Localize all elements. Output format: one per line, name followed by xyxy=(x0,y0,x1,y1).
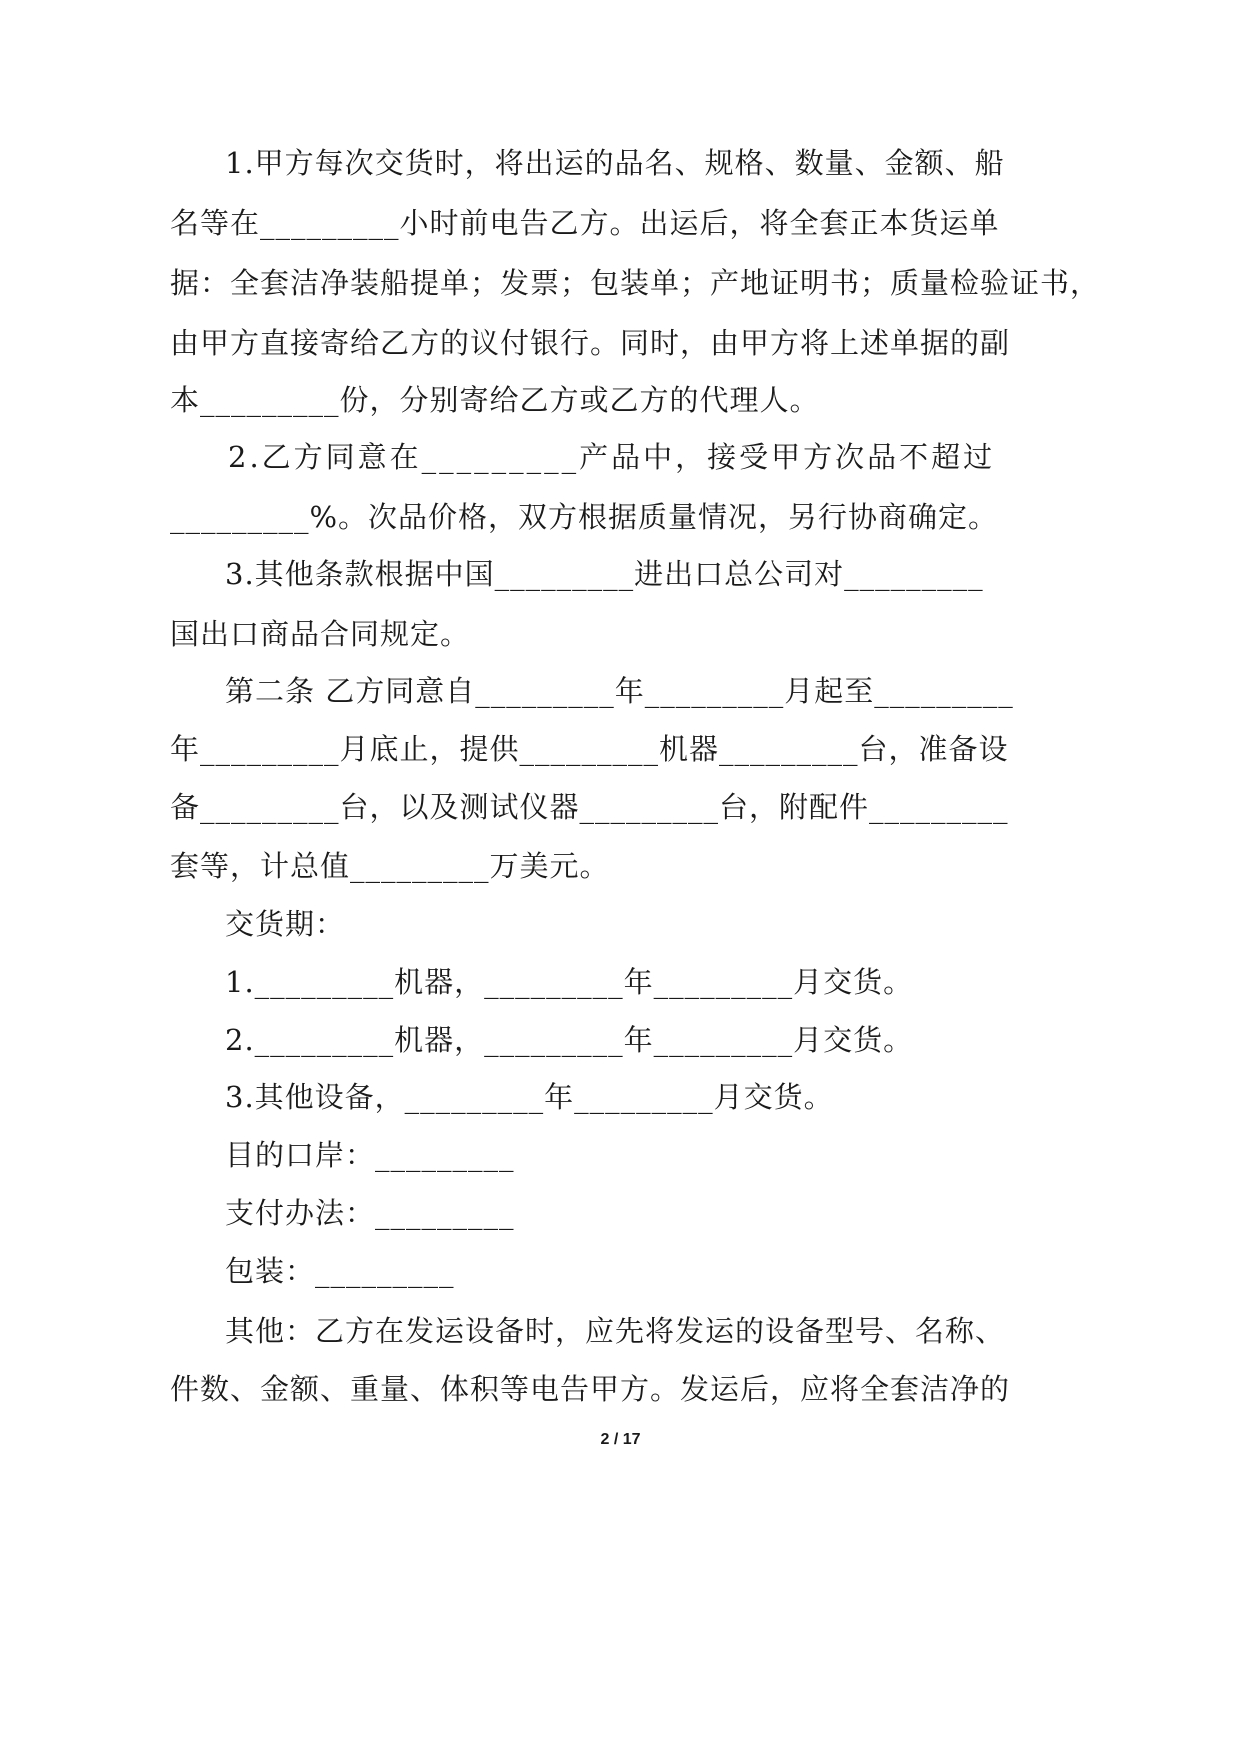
paragraph-line: 交货期： xyxy=(225,907,346,941)
paragraph-line: 据：全套洁净装船提单；发票；包装单；产地证明书；质量检验证书， xyxy=(170,266,1101,300)
paragraph-line: 其他：乙方在发运设备时，应先将发运的设备型号、名称、 xyxy=(225,1314,1006,1348)
paragraph-line: 3.其他条款根据中国_________进出口总公司对_________ xyxy=(225,557,984,591)
paragraph-line: 由甲方直接寄给乙方的议付银行。同时，由甲方将上述单据的副 xyxy=(170,326,1011,360)
paragraph-line: 2._________机器，_________年_________月交货。 xyxy=(225,1023,914,1057)
page-number: 2 / 17 xyxy=(600,1431,641,1448)
paragraph-line: 年_________月底止，提供_________机器_________台，准备设 xyxy=(170,732,1009,766)
paragraph-line: _________%。次品价格，双方根据质量情况，另行协商确定。 xyxy=(170,500,999,534)
paragraph-line: 目的口岸：_________ xyxy=(225,1138,515,1172)
paragraph-line: 件数、金额、重量、体积等电告甲方。发运后，应将全套洁净的 xyxy=(170,1372,1011,1406)
paragraph-line: 国出口商品合同规定。 xyxy=(170,617,471,651)
paragraph-line: 1._________机器，_________年_________月交货。 xyxy=(225,965,914,999)
paragraph-line: 名等在_________小时前电告乙方。出运后，将全套正本货运单 xyxy=(170,206,1000,240)
paragraph-line: 2.乙方同意在_________产品中，接受甲方次品不超过 xyxy=(228,440,996,474)
paragraph-line: 本_________份，分别寄给乙方或乙方的代理人。 xyxy=(170,383,820,417)
paragraph-line: 3.其他设备，_________年_________月交货。 xyxy=(225,1080,834,1114)
paragraph-line: 第二条 乙方同意自_________年_________月起至_________ xyxy=(225,674,1014,708)
paragraph-line: 包装：_________ xyxy=(225,1254,455,1288)
paragraph-line: 备_________台，以及测试仪器_________台，附配件_________ xyxy=(170,790,1009,824)
paragraph-line: 套等，计总值_________万美元。 xyxy=(170,849,610,883)
paragraph-line: 1.甲方每次交货时，将出运的品名、规格、数量、金额、船 xyxy=(225,146,1005,180)
paragraph-line: 支付办法：_________ xyxy=(225,1196,515,1230)
